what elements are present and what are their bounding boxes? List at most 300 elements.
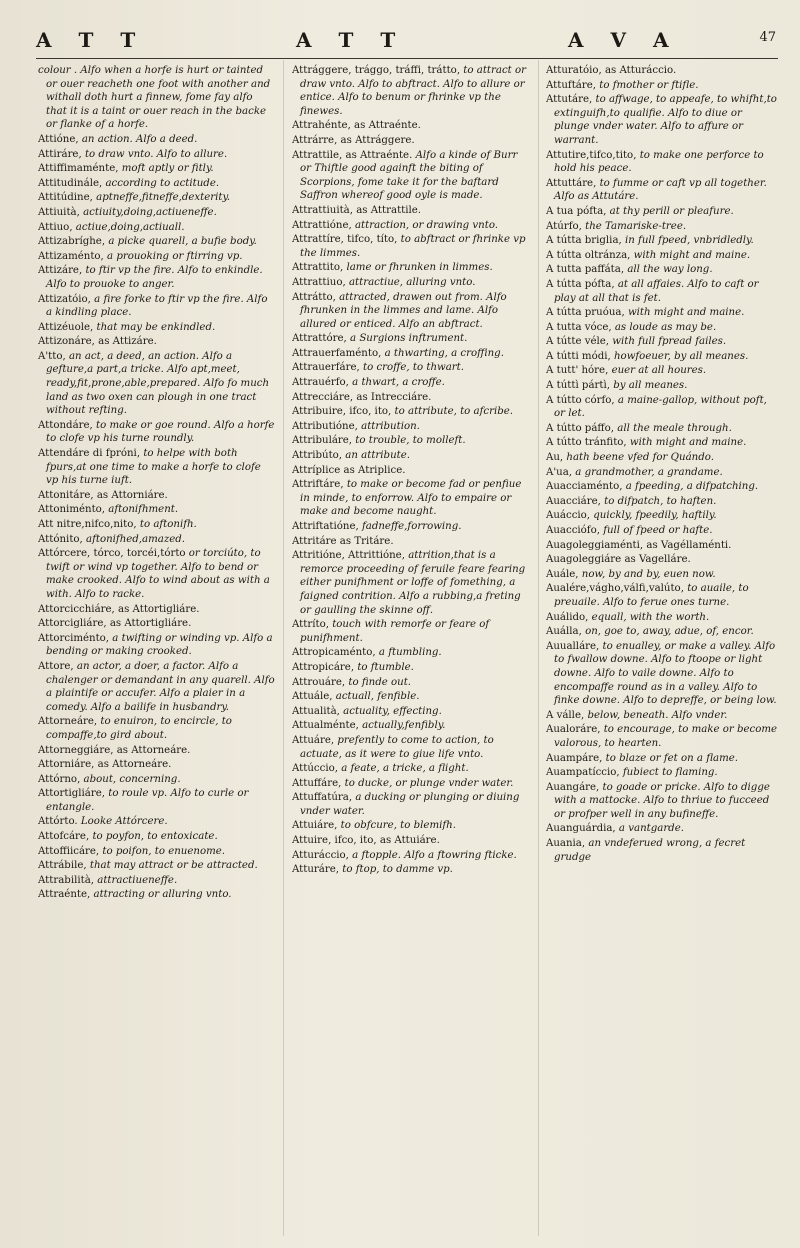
entry-headword: Auáccio, bbox=[546, 510, 594, 522]
entry-headword: Attortigliáre, bbox=[38, 788, 109, 800]
entry-headword: Attónito, bbox=[38, 533, 87, 545]
entry-headword: Attrattíre, tifco, títo, bbox=[292, 234, 401, 246]
entry-definition: a grandmother, a grandame. bbox=[575, 466, 723, 478]
entry-definition: to fumme or caft vp all together. Alfo as Attutáre. bbox=[554, 177, 767, 203]
entry-headword: A tútte véle, bbox=[546, 336, 613, 348]
entry-headword: Attrattóre, bbox=[292, 333, 351, 345]
entry-definition: to draw vnto. Alfo to allure. bbox=[84, 148, 228, 160]
dictionary-entry bbox=[292, 276, 530, 290]
dictionary-entry bbox=[38, 177, 276, 191]
dictionary-entry bbox=[546, 539, 778, 553]
entry-headword: Attofcáre, bbox=[38, 831, 93, 843]
entry-definition: a picke quarell, a bufie body. bbox=[108, 236, 257, 248]
entry-definition: to finde out. bbox=[348, 676, 412, 688]
dictionary-entry bbox=[546, 509, 778, 523]
entry-headword: Attrattito, bbox=[292, 262, 347, 274]
dictionary-entry bbox=[546, 234, 778, 248]
entry-definition: attribution. bbox=[361, 420, 420, 432]
entry-definition: with full fpread failes. bbox=[612, 336, 727, 348]
entry-headword: Attríplice as Atriplice. bbox=[292, 464, 406, 476]
entry-headword: Auampatíccio, bbox=[546, 767, 623, 779]
entry-headword: Attióne, bbox=[38, 133, 82, 145]
entry-definition: on, goe to, away, adue, of, encor. bbox=[585, 626, 754, 638]
entry-headword: A'tto, bbox=[38, 350, 69, 362]
entry-definition: to obfcure, to blemifh. bbox=[340, 820, 456, 832]
dictionary-entry bbox=[546, 93, 778, 147]
dictionary-entry bbox=[546, 582, 778, 609]
dictionary-entry bbox=[292, 762, 530, 776]
entry-definition: according to actitude. bbox=[105, 177, 220, 189]
entry-headword: Auacciófo, bbox=[546, 525, 604, 536]
entry-definition: an vndeferued wrong, a fecret grudge bbox=[554, 838, 746, 863]
dictionary-entry bbox=[546, 249, 778, 263]
entry-headword: Attore, bbox=[38, 660, 77, 672]
dictionary-entry bbox=[292, 119, 530, 133]
entry-definition: all the way long. bbox=[627, 264, 713, 276]
entry-definition: the Tamariske-tree. bbox=[585, 220, 687, 232]
dictionary-entry bbox=[546, 220, 778, 234]
entry-definition: equall, with the worth. bbox=[591, 611, 710, 623]
entry-definition: to enualley, or make a valley. Alfo to fwallow downe. Alfo to ftoope or light downe. Alfo to vaile downe. Alfo to encompaffe round as in a valley. Alfo to finke downe. Alfo to depreffe, or being low. bbox=[554, 640, 777, 707]
entry-definition: that may be enkindled. bbox=[96, 321, 216, 333]
dictionary-entry bbox=[292, 676, 530, 690]
entry-headword: Attrattile, as Attraénte. bbox=[292, 149, 416, 161]
entry-headword: Atturáre, bbox=[292, 864, 343, 876]
dictionary-entry bbox=[292, 405, 530, 419]
entry-headword: Auále, bbox=[546, 568, 582, 580]
dictionary-entry bbox=[38, 533, 276, 547]
entry-headword: A tútta pruóua, bbox=[546, 307, 628, 319]
dictionary-entry bbox=[546, 611, 778, 625]
entry-definition: by all meanes. bbox=[613, 380, 688, 392]
entry-headword: Attrábile, bbox=[38, 860, 90, 872]
entry-definition: a ftopple. Alfo a ftowring fticke. bbox=[352, 849, 517, 861]
entry-definition: actuality, effecting. bbox=[343, 705, 442, 717]
header-left-guide-word: A T T bbox=[36, 28, 146, 52]
entry-definition: to abftract or fhrinke vp the limmes. bbox=[300, 234, 526, 259]
entry-definition: to make one perforce to hold his peace. bbox=[554, 149, 764, 175]
dictionary-entry bbox=[546, 625, 778, 639]
dictionary-entry bbox=[38, 191, 276, 205]
dictionary-entry bbox=[38, 250, 276, 264]
entry-headword: Attizabríghe, bbox=[38, 236, 109, 248]
entry-definition: an act, a deed, an action. Alfo a gefture,a part,a tricke. Alfo apt,meet, ready,fit,prone,able,prepared. Alfo fo much land as two oxen can plough in one tract without refting. bbox=[46, 350, 270, 417]
entry-definition: aftonifhment. bbox=[108, 504, 179, 516]
entry-headword: Attropicáre, bbox=[292, 661, 358, 673]
dictionary-entry bbox=[546, 306, 778, 320]
dictionary-entry bbox=[38, 447, 276, 488]
entry-headword: Attrátto, bbox=[292, 291, 340, 303]
dictionary-entry bbox=[546, 278, 778, 305]
entry-headword: Attrauerfáre, bbox=[292, 362, 363, 374]
entry-definition: now, by and by, euen now. bbox=[581, 568, 716, 580]
entry-headword: Auagoleggiaménti, as Vagéllaménti. bbox=[546, 539, 732, 551]
dictionary-entry bbox=[292, 705, 530, 719]
header-center-guide-word: A T T bbox=[296, 28, 406, 52]
dictionary-entry bbox=[546, 553, 778, 567]
entry-definition: to helpe with both fpurs,at one time to make a horfe to clofe vp his turne iuft. bbox=[46, 448, 261, 487]
entry-headword: Auania, bbox=[546, 838, 589, 850]
entry-headword: Attizéuole, bbox=[38, 321, 97, 333]
entry-headword: Attuffáre, bbox=[292, 777, 345, 789]
column-3 bbox=[546, 64, 778, 1234]
entry-headword: Attiffimaménte, bbox=[38, 163, 122, 175]
entry-headword: Attributióne, bbox=[292, 420, 362, 432]
entry-headword: Attiráre, bbox=[38, 148, 85, 160]
dictionary-entry bbox=[38, 489, 276, 503]
entry-headword: Attorciménto, bbox=[38, 632, 113, 644]
entry-definition: lame or fhrunken in limmes. bbox=[346, 262, 493, 274]
entry-definition: to poyfon, to entoxicate. bbox=[92, 831, 218, 843]
entry-headword: Auacciaménto, bbox=[546, 481, 626, 493]
dictionary-entry bbox=[38, 874, 276, 888]
dictionary-entry bbox=[546, 480, 778, 494]
dictionary-entry bbox=[546, 149, 778, 176]
entry-headword: Attuále, bbox=[292, 691, 336, 703]
entry-headword: Attoniménto, bbox=[38, 504, 109, 516]
entry-headword: Attiuo, bbox=[38, 221, 76, 233]
entry-definition: to ftop, to damme vp. bbox=[342, 864, 453, 876]
entry-definition: to ftir vp the fire. Alfo to enkindle. Alfo to prouoke to anger. bbox=[46, 265, 263, 290]
entry-definition: below, beneath. Alfo vnder. bbox=[587, 709, 728, 721]
dictionary-entry bbox=[546, 364, 778, 378]
dictionary-entry bbox=[546, 436, 778, 450]
entry-headword: A tútto páffo, bbox=[546, 422, 618, 434]
dictionary-entry bbox=[38, 133, 276, 147]
entry-headword: Attoffiicáre, bbox=[38, 845, 103, 857]
dictionary-entry bbox=[292, 520, 530, 534]
entry-definition: with might and maine. bbox=[633, 249, 751, 261]
dictionary-entry bbox=[292, 690, 530, 704]
dictionary-entry bbox=[38, 264, 276, 291]
entry-headword: Auangáre, bbox=[546, 781, 603, 793]
entry-headword: Attrárre, as Attrággere. bbox=[292, 134, 415, 146]
dictionary-entry bbox=[38, 547, 276, 601]
entry-definition: attractiue, alluring vnto. bbox=[348, 276, 476, 288]
entry-definition: a vantgarde. bbox=[618, 823, 684, 835]
dictionary-entry bbox=[38, 617, 276, 631]
entry-definition: about, concerning. bbox=[83, 773, 181, 785]
entry-headword: Auacciáre, bbox=[546, 495, 605, 507]
entry-definition: to auaile, to preuaile. Alfo to ferue ones turne. bbox=[554, 583, 749, 608]
entry-definition: that may attract or be attracted. bbox=[89, 860, 258, 872]
entry-headword: Attualménte, bbox=[292, 720, 363, 732]
dictionary-entry bbox=[38, 815, 276, 829]
entry-definition: aftonifhed,amazed. bbox=[86, 533, 186, 545]
entry-headword: Attrauerfaménto, bbox=[292, 347, 385, 359]
entry-headword: Attórcere, tórco, torcéi,tórto bbox=[38, 548, 189, 560]
dictionary-entry bbox=[292, 464, 530, 478]
entry-headword: Attizáre, bbox=[38, 265, 86, 277]
entry-definition: to poifon, to enuenome. bbox=[102, 845, 226, 857]
dictionary-entry bbox=[546, 394, 778, 421]
dictionary-entry bbox=[292, 535, 530, 549]
dictionary-entry bbox=[38, 830, 276, 844]
entry-headword: Attutáre, bbox=[546, 94, 596, 106]
dictionary-entry bbox=[546, 379, 778, 393]
entry-definition: a prouoking or ftirring vp. bbox=[107, 250, 243, 262]
dictionary-entry bbox=[38, 660, 276, 714]
entry-definition: at thy perill or pleafure. bbox=[609, 205, 734, 217]
dictionary-entry bbox=[546, 568, 778, 582]
entry-definition: in full fpeed, vnbridledly. bbox=[625, 235, 754, 247]
dictionary-entry bbox=[292, 291, 530, 332]
entry-headword: Auálido, bbox=[546, 611, 592, 623]
entry-headword: Auagoleggiáre as Vagelláre. bbox=[546, 554, 691, 566]
entry-headword: A tutt' hóre, bbox=[546, 365, 612, 377]
header-right-guide-word: A V A bbox=[568, 28, 679, 52]
dictionary-entry bbox=[38, 350, 276, 418]
dictionary-entry bbox=[292, 204, 530, 218]
dictionary-entry bbox=[546, 709, 778, 723]
entry-definition: actually,fenfibly. bbox=[362, 720, 446, 732]
entry-headword: Attrouáre, bbox=[292, 676, 349, 688]
dictionary-entry bbox=[292, 734, 530, 761]
entry-headword: A'ua, bbox=[546, 466, 576, 478]
dictionary-entry bbox=[38, 221, 276, 235]
dictionary-entry bbox=[292, 347, 530, 361]
dictionary-entry bbox=[292, 618, 530, 645]
entry-headword: Attrabilità, bbox=[38, 874, 98, 886]
dictionary-entry bbox=[292, 233, 530, 260]
entry-definition: or torciúto, to twift or wind vp together. Alfo to bend or make crooked. Alfo to wind about as with a with. Alfo to racke. bbox=[46, 548, 270, 600]
dictionary-entry bbox=[292, 478, 530, 519]
entry-definition: howfoeuer, by all meanes. bbox=[614, 350, 749, 362]
entry-headword: Attrauérfo, bbox=[292, 377, 353, 389]
dictionary-entry bbox=[546, 752, 778, 766]
entry-headword: Attutire,tifco,tito, bbox=[546, 149, 640, 161]
entry-definition: to enuiron, to encircle, to compaffe,to gird about. bbox=[46, 716, 232, 741]
entry-headword: Attitudinále, bbox=[38, 177, 106, 189]
entry-headword: Attriftatióne, bbox=[292, 521, 362, 532]
entry-headword: A tutta paffáta, bbox=[546, 264, 628, 276]
entry-headword: Attritióne, Attrittióne, bbox=[292, 550, 409, 562]
dictionary-entry bbox=[38, 64, 276, 132]
entry-definition: to encourage, to make or become valorous, to hearten. bbox=[554, 724, 778, 749]
dictionary-entry bbox=[38, 335, 276, 349]
entry-definition: fadneffe,forrowing. bbox=[361, 521, 462, 532]
dictionary-entry bbox=[292, 134, 530, 148]
entry-headword: Attúccio, bbox=[292, 763, 342, 775]
entry-definition: at all affaies. Alfo to caft or play at all that is fet. bbox=[554, 278, 759, 304]
entry-headword: A túttì pártì, bbox=[546, 380, 614, 392]
entry-headword: Attórno, bbox=[38, 773, 84, 785]
dictionary-entry bbox=[38, 206, 276, 220]
dictionary-entry bbox=[546, 837, 778, 864]
column-2 bbox=[292, 64, 530, 1234]
dictionary-entry bbox=[546, 723, 778, 750]
entry-definition: attracted, drawen out from. Alfo fhrunken in the limmes and lame. Alfo allured or enticed. Alfo an abftract. bbox=[300, 291, 507, 330]
entry-headword: Attórto. bbox=[38, 816, 81, 828]
entry-headword: Attizaménto, bbox=[38, 250, 108, 262]
entry-headword: A tútto córfo, bbox=[546, 394, 618, 406]
dictionary-entry bbox=[546, 451, 778, 465]
entry-headword: Attorcicchiáre, as Attortigliáre. bbox=[38, 603, 200, 615]
entry-definition: actuall, fenfible. bbox=[335, 691, 420, 703]
dictionary-entry bbox=[292, 376, 530, 390]
entry-definition: aptneffe,fitneffe,dexterity. bbox=[96, 192, 231, 204]
dictionary-entry bbox=[546, 205, 778, 219]
dictionary-entry bbox=[38, 503, 276, 517]
entry-headword: Attuáre, bbox=[292, 734, 338, 746]
entry-definition: to difpatch, to haften. bbox=[604, 495, 717, 507]
entry-definition: to fmother or ftifle. bbox=[599, 79, 699, 91]
entry-headword: Attrecciáre, as Intrecciáre. bbox=[292, 391, 432, 403]
entry-headword: Auanguárdia, bbox=[546, 823, 619, 835]
column-1 bbox=[38, 64, 276, 1234]
dictionary-entry bbox=[292, 449, 530, 463]
dictionary-entry bbox=[546, 177, 778, 204]
entry-definition: quickly, fpeedily, haftily. bbox=[593, 510, 717, 522]
entry-headword: Attondáre, bbox=[38, 419, 97, 431]
dictionary-entry bbox=[38, 888, 276, 902]
entry-headword: A tútti módi, bbox=[546, 350, 614, 362]
entry-definition: to goade or pricke. Alfo to digge with a mattocke. Alfo to thriue to fucceed or profper well in any bufineffe. bbox=[554, 781, 770, 820]
entry-headword: Attendáre di fpróni, bbox=[38, 448, 144, 460]
entry-headword: Attiuità, bbox=[38, 206, 84, 218]
entry-definition: a fire forke to ftir vp the fire. Alfo a kindling place. bbox=[46, 293, 268, 319]
dictionary-entry bbox=[292, 777, 530, 791]
entry-headword: Attorniáre, as Attorneáre. bbox=[38, 759, 172, 771]
entry-definition: Looke Attórcere. bbox=[80, 816, 168, 828]
entry-definition: to ducke, or plunge vnder water. bbox=[344, 777, 514, 789]
entry-definition: to blaze or fet on a flame. bbox=[605, 752, 738, 764]
dictionary-entry bbox=[292, 849, 530, 863]
entry-headword: Attrattióne, bbox=[292, 219, 355, 231]
entry-headword: A válle, bbox=[546, 709, 588, 721]
entry-headword: Au, bbox=[546, 452, 567, 464]
entry-definition: to croffe, to thwart. bbox=[363, 362, 465, 374]
dictionary-entry bbox=[546, 495, 778, 509]
dictionary-entry bbox=[546, 766, 778, 780]
entry-headword: Attríto, bbox=[292, 619, 333, 631]
dictionary-entry bbox=[546, 422, 778, 436]
entry-definition: fubiect to flaming. bbox=[622, 767, 718, 779]
dictionary-entry bbox=[38, 632, 276, 659]
entry-definition: euer at all houres. bbox=[611, 365, 707, 377]
dictionary-entry bbox=[38, 162, 276, 176]
dictionary-entry bbox=[546, 64, 778, 78]
entry-headword: Atturáccio, bbox=[292, 849, 353, 861]
entry-headword: Attuire, ifco, ito, as Attuiáre. bbox=[292, 835, 440, 847]
entry-headword: Aualére,vágho,válfi,valúto, bbox=[546, 583, 688, 595]
dictionary-entry bbox=[546, 822, 778, 836]
entry-definition: moft aptly or fitly. bbox=[121, 163, 214, 175]
entry-definition: with might and maine. bbox=[629, 437, 747, 449]
entry-definition: actiue,doing,actiuall. bbox=[75, 221, 185, 233]
dictionary-entry bbox=[292, 834, 530, 848]
entry-headword: Attonitáre, as Attorniáre. bbox=[38, 489, 168, 501]
entry-definition: attracting or alluring vnto. bbox=[93, 889, 232, 901]
entry-headword: Attribuláre, bbox=[292, 435, 356, 447]
entry-definition: to affwage, to appeafe, to whifht,to extinguifh,to qualifie. Alfo to diue or plunge vnder water. Alfo to affure or warrant. bbox=[554, 94, 777, 146]
dictionary-entry bbox=[546, 335, 778, 349]
column-divider bbox=[538, 60, 539, 1236]
entry-definition: Alfo a kinde of Burr or Thiftle good againft the biting of Scorpions, fome take it for the baftard Saffron whereof good oyle is made. bbox=[300, 149, 518, 202]
entry-definition: a ftumbling. bbox=[378, 647, 442, 659]
dictionary-entry bbox=[292, 64, 530, 118]
entry-headword: Attritáre as Tritáre. bbox=[292, 535, 394, 547]
entry-headword: A tutta vóce, bbox=[546, 321, 615, 333]
entry-definition: to attract or draw vnto. Alfo to abftract. Alfo to allure or entice. Alfo to benum or fhrinke vp the finewes. bbox=[300, 65, 527, 117]
entry-headword: Aualoráre, bbox=[546, 724, 604, 736]
entry-definition: with might and maine. bbox=[627, 307, 745, 319]
entry-definition: to make or goe round. Alfo a horfe to clofe vp his turne roundly. bbox=[46, 419, 275, 445]
dictionary-entry bbox=[546, 321, 778, 335]
dictionary-entry bbox=[546, 79, 778, 93]
entry-definition: to roule vp. Alfo to curle or entangle. bbox=[46, 788, 249, 813]
entry-headword: Attribúto, bbox=[292, 450, 346, 462]
entry-definition: full of fpeed or hafte. bbox=[603, 525, 713, 536]
entry-definition: touch with remorfe or feare of punifhment. bbox=[300, 619, 490, 644]
entry-definition: to trouble, to molleft. bbox=[355, 435, 466, 447]
dictionary-entry bbox=[546, 350, 778, 364]
entry-headword: Att nitre,nifco,nito, bbox=[38, 519, 140, 530]
dictionary-entry bbox=[292, 332, 530, 346]
entry-definition: a feate, a tricke, a flight. bbox=[341, 763, 469, 775]
entry-definition: a thwart, a croffe. bbox=[352, 377, 445, 389]
dictionary-entry bbox=[292, 261, 530, 275]
entry-headword: Attuftáre, bbox=[546, 79, 600, 91]
entry-headword: Attuffatúra, bbox=[292, 792, 356, 804]
entry-headword: Attrattiuità, as Attrattile. bbox=[292, 204, 422, 216]
entry-definition: a fpeeding, a difpatching. bbox=[625, 481, 759, 493]
entry-headword: Attropicaménto, bbox=[292, 647, 379, 659]
entry-headword: Attorneggiáre, as Attorneáre. bbox=[38, 744, 191, 756]
entry-headword: Auualláre, bbox=[546, 640, 603, 652]
dictionary-entry bbox=[38, 321, 276, 335]
dictionary-entry bbox=[38, 603, 276, 617]
entry-headword: Attraénte, bbox=[38, 889, 94, 901]
entry-definition: to ftumble. bbox=[357, 661, 414, 673]
entry-headword: A tútta oltránza, bbox=[546, 249, 634, 261]
entry-definition: as loude as may be. bbox=[614, 321, 717, 333]
entry-headword: A tútta pófta, bbox=[546, 278, 618, 290]
dictionary-entry bbox=[38, 235, 276, 249]
entry-definition: a twifting or winding vp. Alfo a bending or making crooked. bbox=[46, 632, 273, 658]
dictionary-entry bbox=[292, 434, 530, 448]
entry-headword: A tútta briglia, bbox=[546, 235, 625, 247]
dictionary-entry bbox=[292, 149, 530, 203]
dictionary-entry bbox=[546, 524, 778, 538]
entry-headword: Attrággere, trággo, tráffi, trátto, bbox=[292, 65, 464, 76]
dictionary-entry bbox=[38, 419, 276, 446]
entry-definition: hath beene vfed for Quándo. bbox=[566, 452, 714, 464]
dictionary-entry bbox=[38, 744, 276, 758]
dictionary-entry bbox=[292, 791, 530, 818]
dictionary-entry bbox=[292, 819, 530, 833]
dictionary-entry bbox=[38, 845, 276, 859]
entry-headword: Attorcigliáre, as Attortigliáre. bbox=[38, 618, 192, 630]
entry-headword: Attizonáre, as Attizáre. bbox=[38, 336, 157, 348]
entry-definition: to make or become fad or penfiue in minde, to enforrow. Alfo to empaire or make and become naught. bbox=[300, 479, 522, 518]
entry-headword: A tútto tránfito, bbox=[546, 437, 630, 449]
entry-definition: a ducking or plunging or diuing vnder water. bbox=[300, 792, 520, 817]
entry-definition: attrition,that is a remorce proceeding of feruile feare fearing either punifhment or loffe of fomething, a faigned contrition. Alfo a rubbing,a freting or gaulling the skinne off. bbox=[300, 550, 526, 616]
entry-headword: Attrattiuo, bbox=[292, 276, 349, 288]
entry-headword: Auampáre, bbox=[546, 752, 606, 764]
entry-definition: an action. Alfo a deed. bbox=[81, 133, 198, 145]
dictionary-entry bbox=[292, 391, 530, 405]
entry-headword: Attizatóio, bbox=[38, 293, 95, 305]
dictionary-entry bbox=[292, 646, 530, 660]
entry-headword: Attuttáre, bbox=[546, 177, 600, 189]
entry-headword: Attuiáre, bbox=[292, 820, 341, 832]
entry-headword: Attribuire, ifco, ito, bbox=[292, 406, 395, 418]
entry-headword: Attriftáre, bbox=[292, 479, 347, 491]
running-header bbox=[36, 26, 778, 59]
dictionary-entry bbox=[292, 420, 530, 434]
